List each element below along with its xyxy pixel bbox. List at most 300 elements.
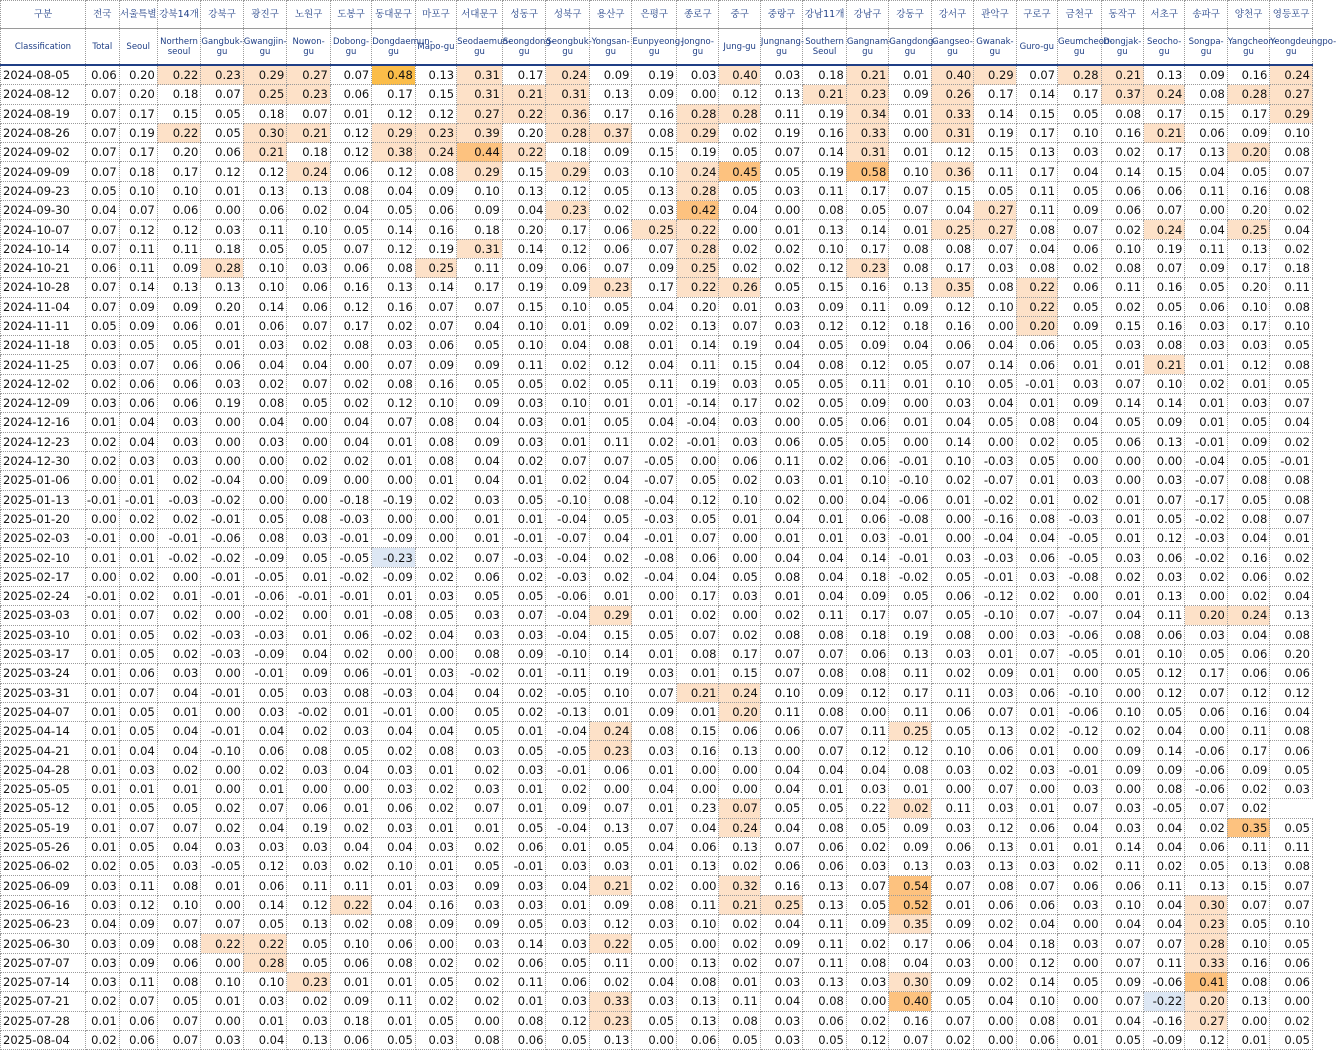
table-cell: 0.02 [415,548,456,567]
table-cell: 0.05 [889,355,931,374]
table-cell: 0.05 [1058,972,1102,991]
table-cell: 0.08 [415,413,456,432]
table-cell: 0.02 [457,992,503,1011]
table-row [1,258,1313,277]
header-cell-ko: 강동구 [889,1,931,29]
table-row [1,548,1313,567]
table-cell: 0.06 [157,953,201,972]
table-cell: 0.24 [1270,65,1313,85]
table-cell: 0.19 [502,278,546,297]
table-cell: -0.01 [502,857,546,876]
table-row [1,297,1313,316]
table-cell: 0.13 [287,1030,331,1049]
table-cell: 0.03 [502,760,546,779]
table-cell: -0.01 [974,567,1016,586]
table-cell: -0.16 [974,509,1016,528]
table-cell: 0.03 [1101,799,1143,818]
table-cell: 0.08 [974,876,1016,895]
table-cell: 0.15 [589,625,631,644]
table-cell: 0.15 [803,278,847,297]
table-cell: 0.34 [846,104,888,123]
table-cell: 0.01 [1227,374,1269,393]
header-cell-ko: 강남구 [846,1,888,29]
row-date: 2025-01-13 [1,490,86,509]
table-cell: 0.11 [1227,837,1269,856]
table-cell: 0.01 [889,104,931,123]
table-cell: 0.05 [287,934,331,953]
table-cell: 0.06 [974,895,1016,914]
table-cell: 0.19 [760,123,802,142]
table-cell: 0.06 [330,625,371,644]
table-cell: 0.12 [372,162,416,181]
table-cell: 0.00 [287,606,331,625]
table-cell: 0.03 [287,258,331,277]
header-cell-ko: 구로구 [1016,1,1057,29]
table-cell: 0.03 [157,413,201,432]
table-row [1,471,1313,490]
table-cell: 0.01 [677,702,719,721]
row-date: 2025-06-30 [1,934,86,953]
table-cell: 0.11 [846,297,888,316]
table-cell: 0.09 [1227,760,1269,779]
table-cell: 0.06 [846,413,888,432]
table-cell: 0.03 [931,394,973,413]
table-cell: -0.17 [1185,490,1227,509]
header-cell-ko: 전국 [85,1,119,29]
header-cell-en: Mapo-gu [415,29,456,66]
table-cell: 0.07 [677,529,719,548]
table-cell: 0.00 [1058,664,1102,683]
table-row [1,934,1313,953]
table-cell: 0.05 [589,374,631,393]
table-cell: 0.00 [677,760,719,779]
table-cell: 0.01 [589,394,631,413]
table-cell: 0.09 [889,85,931,104]
table-cell: 0.01 [330,702,371,721]
table-cell: 0.05 [760,278,802,297]
table-cell: 0.48 [372,65,416,85]
table-cell: 0.03 [287,683,331,702]
table-cell: -0.01 [85,529,119,548]
table-cell: 0.00 [415,529,456,548]
table-cell: 0.02 [330,857,371,876]
table-cell: 0.19 [201,394,243,413]
table-cell: 0.09 [119,915,157,934]
table-cell: 0.14 [846,548,888,567]
table-cell: 0.00 [1058,587,1102,606]
table-cell: 0.00 [1185,722,1227,741]
table-cell: 0.15 [502,297,546,316]
table-cell: 0.05 [931,606,973,625]
table-cell: 0.03 [760,1030,802,1049]
table-cell: 0.13 [974,722,1016,741]
table-cell: 0.00 [372,471,416,490]
table-cell: 0.02 [502,451,546,470]
table-cell: 0.01 [760,220,802,239]
table-cell: 0.00 [1058,992,1102,1011]
table-cell: 0.06 [803,837,847,856]
table-cell: 0.40 [719,65,760,85]
table-cell: 0.10 [415,394,456,413]
table-cell: 0.08 [1227,509,1269,528]
table-cell: 0.02 [846,1011,888,1030]
table-cell: 0.02 [372,741,416,760]
table-row [1,818,1313,837]
table-cell: 0.01 [457,818,503,837]
table-cell: 0.02 [719,258,760,277]
table-cell: 0.16 [415,374,456,393]
table-cell: 0.18 [1016,934,1057,953]
table-cell: -0.01 [201,509,243,528]
table-cell: 0.13 [243,181,287,200]
table-cell: 0.03 [287,1011,331,1030]
table-cell: 0.10 [157,895,201,914]
table-cell: 0.06 [119,394,157,413]
table-cell: 0.02 [1016,587,1057,606]
table-cell: 0.13 [201,278,243,297]
table-cell: 0.12 [201,162,243,181]
table-cell: 0.06 [1185,702,1227,721]
table-cell: 0.03 [632,741,677,760]
table-cell: 0.08 [803,355,847,374]
table-cell: 0.13 [1227,857,1269,876]
table-cell: 0.01 [719,297,760,316]
table-cell: 0.19 [719,336,760,355]
row-date: 2024-10-28 [1,278,86,297]
table-cell: 0.03 [1227,394,1269,413]
table-cell: 0.01 [85,818,119,837]
table-cell: 0.07 [974,239,1016,258]
table-cell: 0.02 [1016,432,1057,451]
table-cell: 0.00 [1101,471,1143,490]
table-cell: 0.12 [243,857,287,876]
table-cell: 0.19 [415,239,456,258]
table-cell: 0.04 [330,760,371,779]
table-cell: 0.01 [85,799,119,818]
table-cell: 0.14 [931,432,973,451]
table-cell: 0.05 [1016,451,1057,470]
table-cell: 0.07 [287,374,331,393]
table-cell: 0.28 [201,258,243,277]
table-cell: 0.10 [1101,895,1143,914]
table-cell: 0.04 [1144,818,1185,837]
table-cell: 0.07 [889,1030,931,1049]
header-cell-en: Seocho-gu [1144,29,1185,66]
table-cell: 0.01 [330,606,371,625]
table-cell: 0.05 [287,548,331,567]
table-cell: 0.05 [760,162,802,181]
table-cell: 0.23 [201,65,243,85]
table-cell: -0.02 [1185,509,1227,528]
table-cell: 0.22 [502,143,546,162]
table-cell: 0.03 [287,837,331,856]
table-cell: 0.06 [846,509,888,528]
table-cell: 0.11 [157,239,201,258]
header-cell-ko: 중구 [719,1,760,29]
table-cell: 0.03 [1144,567,1185,586]
table-cell: 0.03 [1058,471,1102,490]
table-cell: 0.04 [1270,220,1313,239]
table-cell: 0.03 [1227,336,1269,355]
table-cell: 0.25 [1227,220,1269,239]
table-cell: 0.12 [846,316,888,335]
table-cell: 0.01 [1016,702,1057,721]
table-cell: 0.13 [1185,876,1227,895]
table-cell: 0.15 [1227,876,1269,895]
table-cell: 0.09 [846,336,888,355]
table-cell: 0.00 [889,432,931,451]
table-cell: 0.18 [457,220,503,239]
table-cell: 0.13 [157,278,201,297]
table-cell: 0.05 [803,413,847,432]
table-cell: 0.10 [457,181,503,200]
table-cell: 0.24 [677,162,719,181]
table-cell: 0.03 [502,876,546,895]
table-cell: 0.02 [974,972,1016,991]
table-cell: 0.07 [85,85,119,104]
table-cell: 0.24 [1227,606,1269,625]
table-cell: 0.08 [1016,220,1057,239]
table-cell: 0.13 [1227,239,1269,258]
table-cell: 0.14 [1101,394,1143,413]
table-cell: 0.13 [1016,143,1057,162]
table-cell: 0.05 [1227,915,1269,934]
table-cell: 0.31 [846,143,888,162]
table-cell: 0.01 [632,799,677,818]
table-cell: 0.20 [1270,644,1313,663]
table-cell: 0.05 [119,644,157,663]
table-cell: 0.00 [974,1011,1016,1030]
table-cell: 0.01 [243,779,287,798]
table-cell: 0.09 [157,297,201,316]
table-row [1,413,1313,432]
table-cell: 0.07 [201,915,243,934]
table-cell: 0.01 [589,587,631,606]
table-cell: 0.13 [589,818,631,837]
table-cell: 0.07 [85,162,119,181]
table-cell: 0.05 [803,394,847,413]
table-cell: 0.06 [243,876,287,895]
table-cell: 0.05 [243,509,287,528]
table-cell: 0.12 [1227,355,1269,374]
table-cell: 0.01 [85,760,119,779]
row-date: 2024-08-05 [1,65,86,85]
table-cell: 0.04 [931,201,973,220]
table-cell: 0.05 [1270,336,1313,355]
table-cell: -0.09 [243,644,287,663]
table-cell: 0.00 [1058,915,1102,934]
table-cell: 0.06 [1227,664,1269,683]
table-cell: 0.17 [1144,104,1185,123]
table-cell: 0.10 [1101,239,1143,258]
table-cell: 0.12 [803,316,847,335]
table-cell: 0.08 [415,451,456,470]
header-cell-ko: 강남11개 [803,1,847,29]
table-cell: 0.06 [1270,972,1313,991]
table-cell: 0.00 [415,934,456,953]
table-cell: 0.05 [457,702,503,721]
table-cell: 0.10 [719,490,760,509]
table-cell: 0.01 [1227,1030,1269,1049]
table-cell: 0.03 [372,760,416,779]
table-cell: -0.01 [1185,432,1227,451]
table-cell: 0.00 [719,606,760,625]
row-date: 2025-08-04 [1,1030,86,1049]
table-cell: 0.04 [889,953,931,972]
table-cell: 0.03 [157,857,201,876]
table-cell: 0.03 [85,336,119,355]
table-row [1,336,1313,355]
table-cell: 0.21 [719,895,760,914]
table-cell: 0.23 [677,799,719,818]
table-cell: 0.05 [157,992,201,1011]
table-cell: 0.07 [931,355,973,374]
table-cell: 0.15 [157,104,201,123]
table-cell: -0.01 [677,432,719,451]
table-cell: 0.03 [1016,857,1057,876]
table-cell: 0.07 [974,702,1016,721]
table-cell: 0.08 [1185,85,1227,104]
table-cell: -0.06 [1185,760,1227,779]
table-cell: -0.02 [330,567,371,586]
table-row [1,1011,1313,1030]
table-cell: -0.01 [287,587,331,606]
table-cell: 0.06 [201,355,243,374]
table-cell: 0.02 [85,1030,119,1049]
table-cell: 0.00 [415,644,456,663]
table-cell: 0.05 [931,992,973,1011]
table-cell: 0.05 [1270,760,1313,779]
table-cell: 0.05 [546,1030,590,1049]
header-cell-ko: 동작구 [1101,1,1143,29]
table-cell: 0.25 [760,895,802,914]
table-cell: 0.11 [889,702,931,721]
table-cell: 0.16 [1227,953,1269,972]
table-cell: 0.01 [201,876,243,895]
table-cell: 0.03 [931,760,973,779]
table-cell: 0.03 [1016,567,1057,586]
table-cell: 0.13 [287,181,331,200]
table-cell: 0.04 [589,471,631,490]
table-cell: 0.05 [502,587,546,606]
table-cell: 0.05 [1058,297,1102,316]
table-cell: 0.04 [243,1030,287,1049]
table-cell: 0.09 [589,143,631,162]
table-cell: 0.07 [546,451,590,470]
table-cell: 0.20 [1016,316,1057,335]
table-cell: 0.07 [1227,895,1269,914]
table-cell: 0.27 [974,201,1016,220]
table-cell: 0.07 [632,239,677,258]
table-cell: 0.40 [889,992,931,1011]
table-cell: 0.08 [846,953,888,972]
row-date: 2024-08-12 [1,85,86,104]
table-cell: 0.00 [846,702,888,721]
table-cell: 0.17 [1144,143,1185,162]
table-cell: 0.11 [502,355,546,374]
table-cell: 0.02 [502,683,546,702]
table-cell: 0.02 [415,779,456,798]
table-row [1,162,1313,181]
table-cell: 0.02 [415,567,456,586]
header-cell-ko: 노원구 [287,1,331,29]
table-cell: 0.06 [1016,355,1057,374]
table-cell: 0.09 [119,953,157,972]
table-cell: -0.05 [1144,799,1185,818]
table-cell: 0.05 [330,741,371,760]
table-cell: -0.04 [632,490,677,509]
table-cell: 0.03 [502,432,546,451]
table-cell: 0.11 [803,934,847,953]
table-cell: 0.03 [243,992,287,1011]
table-cell: 0.11 [1016,201,1057,220]
table-cell: -0.03 [330,509,371,528]
table-cell: 0.01 [546,316,590,335]
table-cell: 0.11 [243,220,287,239]
table-cell: 0.05 [677,509,719,528]
table-cell: 0.03 [119,451,157,470]
table-cell: 0.11 [846,722,888,741]
table-cell: 0.08 [1270,722,1313,741]
table-cell: 0.08 [889,239,931,258]
table-cell: 0.10 [931,451,973,470]
table-cell: 0.03 [760,972,802,991]
table-cell: 0.00 [760,413,802,432]
table-cell: 0.13 [677,316,719,335]
table-cell: 0.06 [85,65,119,85]
table-cell: 0.02 [719,625,760,644]
table-cell: 0.01 [157,587,201,606]
table-cell: 0.07 [119,818,157,837]
table-cell: 0.06 [846,644,888,663]
header-cell-en: Northern seoul [157,29,201,66]
table-cell: 0.10 [632,162,677,181]
table-cell: -0.07 [632,471,677,490]
header-cell-ko: 강서구 [931,1,973,29]
table-cell: 0.08 [1144,336,1185,355]
table-cell: 0.11 [719,992,760,1011]
row-date: 2024-09-09 [1,162,86,181]
table-cell: -0.06 [1185,779,1227,798]
table-cell: 0.07 [157,1030,201,1049]
table-cell: 0.02 [846,934,888,953]
table-cell: 0.02 [85,451,119,470]
table-cell: 0.03 [931,857,973,876]
table-cell: 0.54 [889,876,931,895]
table-cell: 0.35 [1227,818,1269,837]
table-cell: 0.08 [457,644,503,663]
table-cell: 0.18 [119,162,157,181]
table-cell: -0.01 [85,490,119,509]
table-cell: 0.09 [803,683,847,702]
table-cell: 0.06 [760,722,802,741]
table-cell: 0.27 [974,220,1016,239]
table-row [1,394,1313,413]
table-cell: 0.16 [415,220,456,239]
table-cell: 0.01 [119,779,157,798]
table-cell: 0.06 [931,587,973,606]
table-cell: 0.42 [677,201,719,220]
table-cell: 0.01 [1016,664,1057,683]
table-cell: 0.19 [974,123,1016,142]
table-cell: 0.02 [243,760,287,779]
table-cell: 0.04 [243,818,287,837]
table-cell: 0.03 [1016,625,1057,644]
table-cell: 0.05 [589,181,631,200]
table-cell: 0.22 [201,934,243,953]
table-cell: 0.20 [157,143,201,162]
table-cell: 0.13 [415,65,456,85]
